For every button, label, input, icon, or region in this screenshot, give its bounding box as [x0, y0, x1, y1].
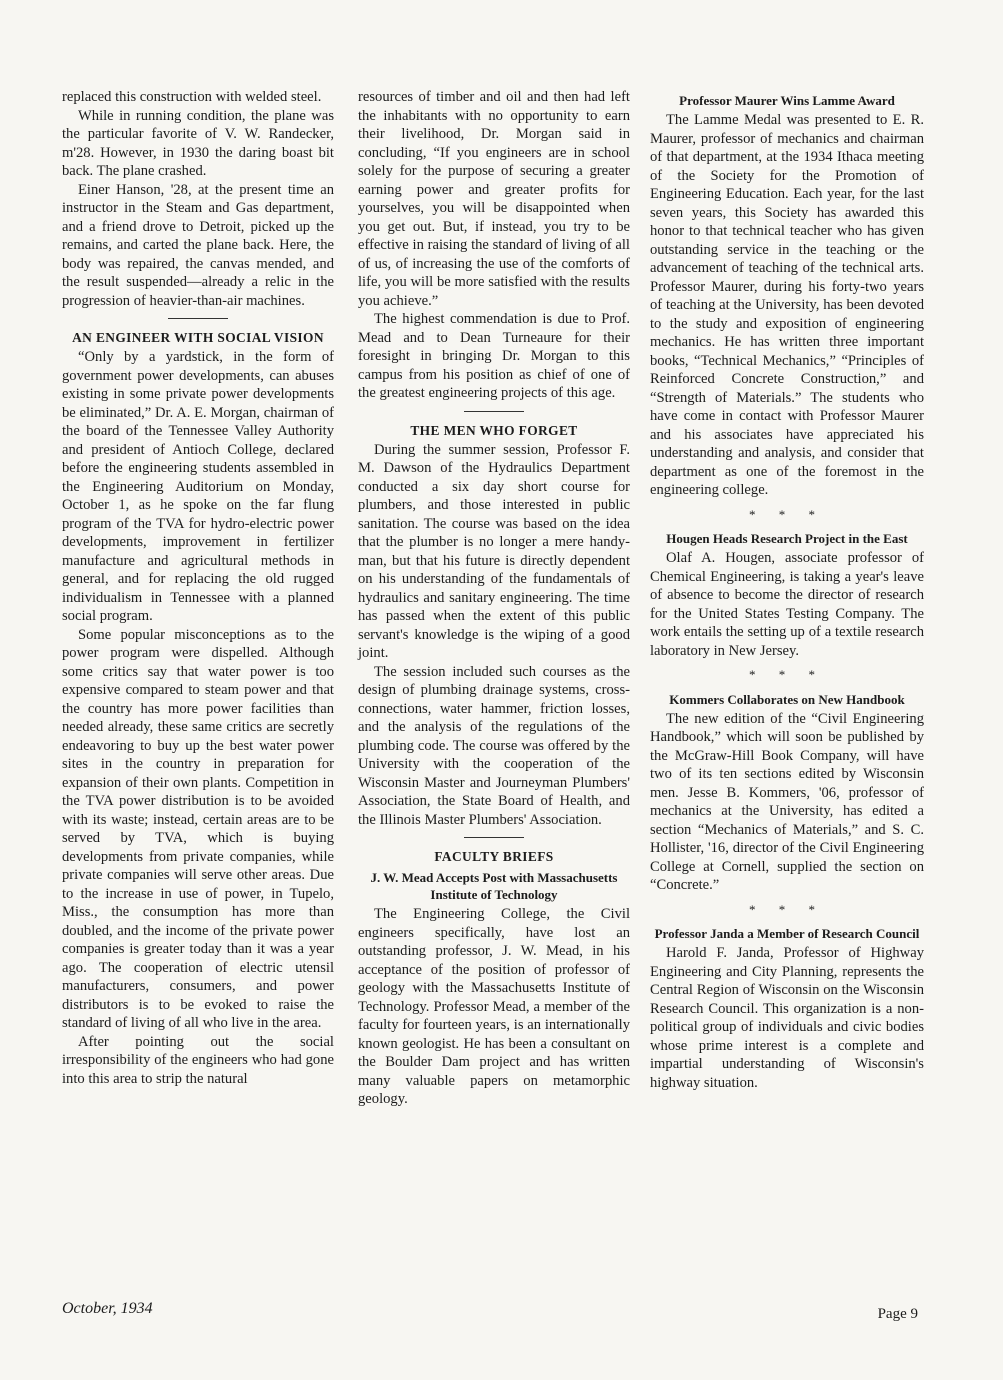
- paragraph: Harold F. Janda, Professor of Highway Engineering and City Planning, represents the Central Region of Wisconsin on the Wisconsin Research Council. This organization is a non-political group of individuals and civic bodies whose prime interest is a complete and impartial understanding of Wisconsin's highway situation.: [650, 945, 924, 1091]
- column-3: [650, 88, 924, 1092]
- article-subheading: Kommers Collaborates on New Handbook: [669, 691, 905, 707]
- paragraph: The Lamme Medal was presented to E. R. Maurer, professor of mechanics and chairman of that department, at the 1934 Ithaca meeting of the Society for the Promotion of Engineering Education. Each year, for the last seven years, this Society has awarded this honor to that technical teacher who has given outstanding service in the teaching or the advancement of teaching of the technical arts. Professor Maurer, during his forty-two years of teaching at the University, has been devoted to the study and exposition of engineering mechanics. He has written three important books, “Technical Mechanics,” “Principles of Reinforced Concrete Construction,” and “Strength of Materials.” The students who have come in contact with Professor Maurer and his associates have appreciated his understanding and analysis, and consider that department as one of the foremost in the engineering college.: [650, 112, 924, 498]
- paragraph: After pointing out the social irresponsibility of the engineers who had gone into this area to strip the natural: [62, 1033, 334, 1087]
- article-subheading: Professor Maurer Wins Lamme Award: [679, 93, 895, 108]
- column-2: [358, 88, 630, 1109]
- paragraph: resources of timber and oil and then had left the inhabitants with no opportunity to earn their livelihood, Dr. Morgan said in concluding, “If you engineers are in school solely for the purpose of securing a greater earning power and greater profits for yourselves, you will be disappointed when you get out. But, if instead, you try to be effective in raising the standard of living of all of us, of increasing the use of the comforts of life, you will be more satisfied with the results you achieve.”: [358, 89, 630, 309]
- article-subheading: Professor Janda a Member of Research Council: [654, 926, 920, 941]
- paragraph: The Engineering College, the Civil engineers specifically, have lost an outstanding professor, J. W. Mead, in his acceptance of the position of professor of geology with the Massachusetts Institute of Technology. Professor Mead, a member of the faculty for fourteen years, is an internationally known geologist. He has been a consultant on the Boulder Dam project and has written many valuable papers on metamorphic geology.: [358, 906, 630, 1107]
- section-heading: THE MEN WHO FORGET: [410, 422, 578, 438]
- article-subheading: J. W. Mead Accepts Post with Massachusetts Institute of Technology: [370, 870, 618, 902]
- paragraph: The session included such courses as the design of plumbing drainage systems, cross-connections, water hammer, friction losses, and the analysis of the regulations of the plumbing code. The course was offered by the University with the cooperation of the Wisconsin Master and Journeyman Plumbers' Association, the State Board of Health, and the Illinois Master Plumbers' Association.: [358, 663, 630, 828]
- section-divider: [168, 318, 228, 319]
- section-heading: FACULTY BRIEFS: [434, 849, 554, 864]
- separator-stars: * * *: [749, 506, 825, 522]
- paragraph: The new edition of the “Civil Engineering Handbook,” which will soon be published by the McGraw-Hill Book Company, will have two of its ten sections edited by Wisconsin men. Jesse B. Kommers, '06, professor of mechanics at the University, has edited a section “Mechanics of Materials,” and S. C. Hollister, '16, director of the Civil Engineering College at Cornell, supplied the section on “Concrete.”: [650, 710, 924, 893]
- separator-stars: * * *: [749, 667, 825, 682]
- section-divider: [464, 837, 524, 838]
- paragraph: “Only by a yardstick, in the form of government power developments, can abuses existing in some private power developments be eliminated,” Dr. A. E. Morgan, chairman of the board of the Tennessee Valley Authority and president of Antioch College, declared before the engineering students assembled in the Engineering Auditorium on Monday, October 1, as he spoke on the far flung program of the TVA for hydro-electric power developments, improvement in fertilizer manufacture and agricultural methods in general, and for replacing the old rugged individualism in Tennessee with a planned social program.: [62, 349, 334, 624]
- section-heading: AN ENGINEER WITH SOCIAL VISION: [72, 330, 324, 345]
- article-subheading: Hougen Heads Research Project in the East: [666, 531, 908, 546]
- paragraph: replaced this construction with welded steel.: [62, 89, 322, 105]
- page-number: Page 9: [877, 1306, 918, 1322]
- paragraph: Some popular misconceptions as to the power program were dispelled. Although some critics say that water power is too expensive compared to steam power and that the country has more power facilities than needed already, these same critics are secretly endeavoring to buy up the best water power sites in the country in preparation for expansion of their own plants. Competition in the TVA power distribution is to be avoided with its waste; instead, certain areas are to be served by TVA, which is buying developments from private companies, while private companies will serve other areas. Due to the increase in use of power, in Tupelo, Miss., the consumption has more than doubled, and the income of the private power companies is greater today than it was a year ago. The cooperation of electric utensil manufacturers, consumers, and power distributors is to be evoked to raise the standard of living of all who live in the area.: [62, 626, 334, 1031]
- paragraph: Einer Hanson, '28, at the present time an instructor in the Steam and Gas department, and a friend drove to Detroit, picked up the remains, and carted the plane back. Here, the body was repaired, the canvas mended, and the result suspended—already a relic in the progression of heavier-than-air machines.: [62, 181, 334, 309]
- section-divider: [464, 411, 524, 412]
- paragraph: During the summer session, Professor F. M. Dawson of the Hydraulics Department conducted a six day short course for plumbers, and those interested in public sanitation. The course was based on the idea that the plumber is no longer a mere handy-man, but that his future is directly dependent on his understanding of the fundamentals of hydraulics and sanitary engineering. The time has passed when the extent of this public servant's knowledge is the wiping of a good joint.: [358, 441, 630, 661]
- paragraph: While in running condition, the plane was the particular favorite of V. W. Randecker, m'28. However, in 1930 the daring boast bit back. The plane crashed.: [62, 107, 334, 179]
- column-1: [62, 88, 334, 1088]
- footer-date: October, 1934: [62, 1300, 153, 1317]
- separator-stars: * * *: [749, 901, 825, 917]
- paragraph: The highest commendation is due to Prof. Mead and to Dean Turneaure for their foresight in bringing Dr. Morgan to this campus from his position as chief of one of the greatest engineering projects of this age.: [358, 311, 630, 401]
- paragraph: Olaf A. Hougen, associate professor of Chemical Engineering, is taking a year's leave of absence to become the director of research for the United States Testing Company. The work entails the setting up of a textile research laboratory in New Jersey.: [650, 550, 924, 659]
